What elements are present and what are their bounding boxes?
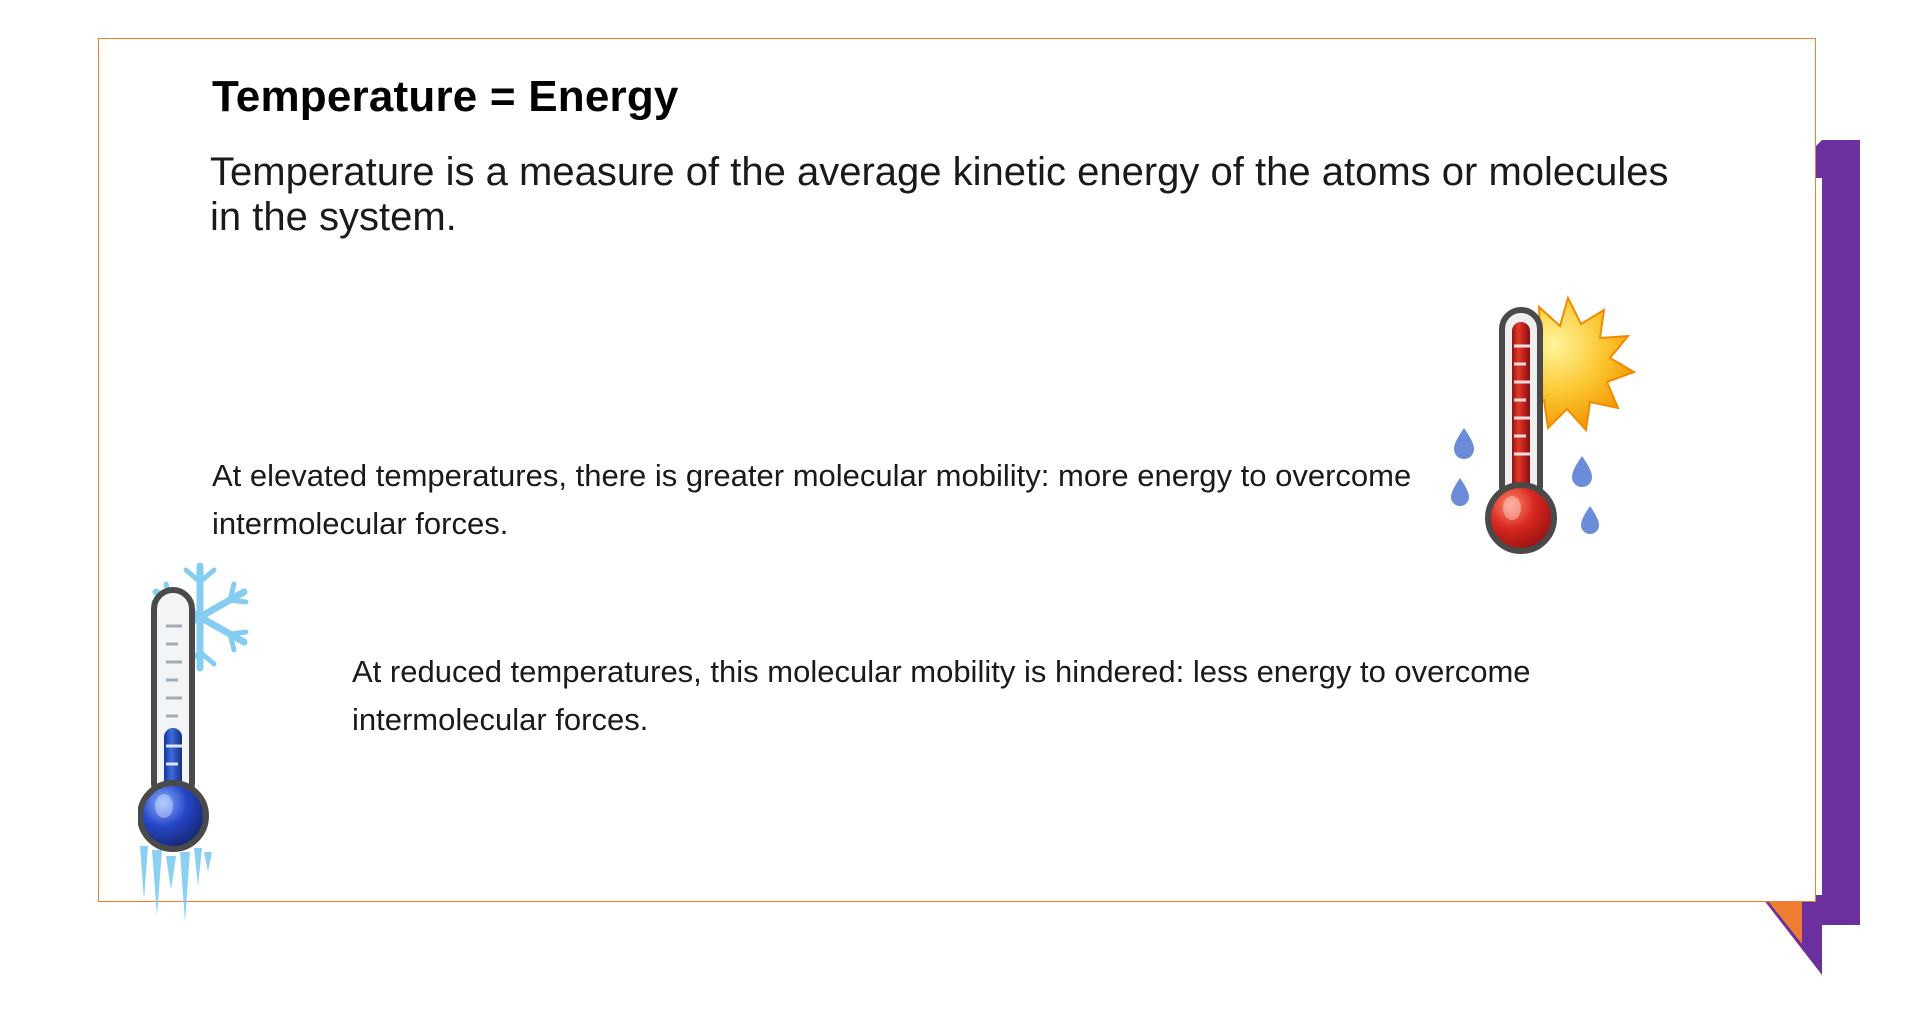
body-text-elevated-temperature: At elevated temperatures, there is greater molecular mobility: more energy to overcome intermolecular forces. [212,458,1412,542]
hot-thermometer-icon [1450,288,1650,588]
slide-title: Temperature = Energy [212,72,679,121]
icicles-icon [140,846,212,922]
slide-subtitle: Temperature is a measure of the average kinetic energy of the atoms or molecules in the system. [210,150,1669,239]
body-text-reduced-temperature: At reduced temperatures, this molecular mobility is hindered: less energy to overcome intermolecular forces. [352,654,1531,738]
orange-chevron [1764,896,1802,944]
purple-band [1822,140,1860,925]
cold-thermometer-icon [138,560,338,930]
